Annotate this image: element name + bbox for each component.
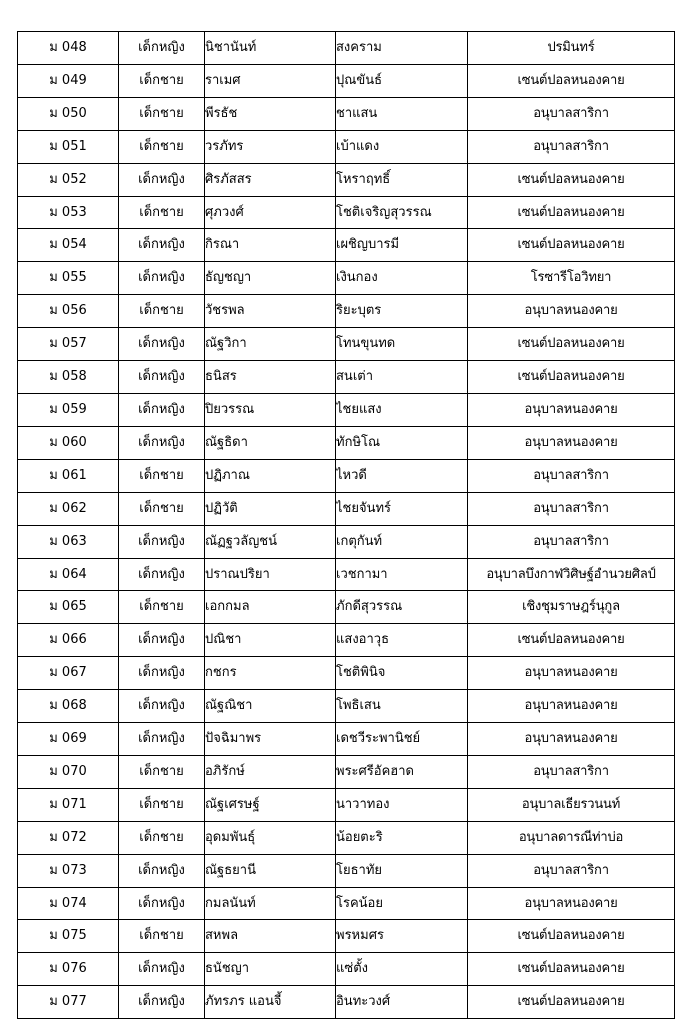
- student-code-cell: ม 054: [18, 229, 119, 262]
- last-name-cell: ริยะบุตร: [336, 295, 468, 328]
- student-code-cell: ม 055: [18, 262, 119, 295]
- last-name-cell: โชติเจริญสุวรรณ: [336, 196, 468, 229]
- first-name-cell: ณัฐณิชา: [205, 690, 336, 723]
- table-row: [18, 130, 675, 163]
- school-name-cell: อนุบาลหนองคาย: [468, 723, 675, 756]
- gender-title-cell: เด็กหญิง: [119, 525, 205, 558]
- first-name-cell: ธนิสร: [205, 361, 336, 394]
- student-code-cell: ม 058: [18, 361, 119, 394]
- school-name-cell: อนุบาลสาริกา: [468, 755, 675, 788]
- first-name-cell: พีรธัช: [205, 97, 336, 130]
- first-name-cell: วรภัทร: [205, 130, 336, 163]
- gender-title-cell: เด็กหญิง: [119, 163, 205, 196]
- last-name-cell: สนเต่า: [336, 361, 468, 394]
- first-name-cell: ณัฏฐวลัญชน์: [205, 525, 336, 558]
- student-code-cell: ม 064: [18, 558, 119, 591]
- table-row: [18, 32, 675, 65]
- first-name-cell: อุดมพันธุ์: [205, 821, 336, 854]
- roster-table: [17, 31, 675, 1019]
- first-name-cell: กมลนันท์: [205, 887, 336, 920]
- last-name-cell: ปุณขันธ์: [336, 64, 468, 97]
- last-name-cell: เวชกามา: [336, 558, 468, 591]
- school-name-cell: ปรมินทร์: [468, 32, 675, 65]
- first-name-cell: เอกกมล: [205, 591, 336, 624]
- last-name-cell: ชาแสน: [336, 97, 468, 130]
- first-name-cell: กชกร: [205, 657, 336, 690]
- first-name-cell: ปราณปริยา: [205, 558, 336, 591]
- first-name-cell: ปฏิวัติ: [205, 492, 336, 525]
- table-row: [18, 920, 675, 953]
- student-code-cell: ม 065: [18, 591, 119, 624]
- school-name-cell: อนุบาลหนองคาย: [468, 426, 675, 459]
- school-name-cell: อนุบาลหนองคาย: [468, 393, 675, 426]
- table-row: [18, 163, 675, 196]
- student-code-cell: ม 060: [18, 426, 119, 459]
- table-row: [18, 459, 675, 492]
- table-row: [18, 591, 675, 624]
- last-name-cell: น้อยตะริ: [336, 821, 468, 854]
- last-name-cell: โพธิเสน: [336, 690, 468, 723]
- first-name-cell: ณัฐวิกา: [205, 328, 336, 361]
- table-row: [18, 262, 675, 295]
- gender-title-cell: เด็กหญิง: [119, 723, 205, 756]
- table-row: [18, 723, 675, 756]
- table-row: [18, 426, 675, 459]
- gender-title-cell: เด็กชาย: [119, 821, 205, 854]
- student-code-cell: ม 072: [18, 821, 119, 854]
- table-row: [18, 558, 675, 591]
- first-name-cell: ราเมศ: [205, 64, 336, 97]
- first-name-cell: กิรณา: [205, 229, 336, 262]
- student-code-cell: ม 056: [18, 295, 119, 328]
- first-name-cell: ภัทรภร แอนจี้: [205, 986, 336, 1019]
- student-code-cell: ม 062: [18, 492, 119, 525]
- gender-title-cell: เด็กหญิง: [119, 953, 205, 986]
- school-name-cell: อนุบาลสาริกา: [468, 97, 675, 130]
- last-name-cell: เกตุกันท์: [336, 525, 468, 558]
- last-name-cell: ไชยจันทร์: [336, 492, 468, 525]
- table-row: [18, 624, 675, 657]
- school-name-cell: เซนต์ปอลหนองคาย: [468, 361, 675, 394]
- first-name-cell: ธัญชญา: [205, 262, 336, 295]
- student-code-cell: ม 068: [18, 690, 119, 723]
- school-name-cell: เซนต์ปอลหนองคาย: [468, 953, 675, 986]
- first-name-cell: ปฏิภาณ: [205, 459, 336, 492]
- roster-page: [17, 31, 674, 1019]
- table-row: [18, 755, 675, 788]
- gender-title-cell: เด็กหญิง: [119, 854, 205, 887]
- first-name-cell: ปณิชา: [205, 624, 336, 657]
- last-name-cell: นาวาทอง: [336, 788, 468, 821]
- student-code-cell: ม 071: [18, 788, 119, 821]
- table-row: [18, 854, 675, 887]
- table-row: [18, 887, 675, 920]
- table-row: [18, 97, 675, 130]
- gender-title-cell: เด็กหญิง: [119, 262, 205, 295]
- school-name-cell: เซนต์ปอลหนองคาย: [468, 624, 675, 657]
- school-name-cell: เซนต์ปอลหนองคาย: [468, 229, 675, 262]
- first-name-cell: อภิรักษ์: [205, 755, 336, 788]
- student-code-cell: ม 066: [18, 624, 119, 657]
- gender-title-cell: เด็กหญิง: [119, 361, 205, 394]
- table-row: [18, 295, 675, 328]
- table-row: [18, 229, 675, 262]
- table-row: [18, 986, 675, 1019]
- table-row: [18, 393, 675, 426]
- gender-title-cell: เด็กหญิง: [119, 986, 205, 1019]
- gender-title-cell: เด็กชาย: [119, 97, 205, 130]
- school-name-cell: เซนต์ปอลหนองคาย: [468, 163, 675, 196]
- student-code-cell: ม 059: [18, 393, 119, 426]
- student-code-cell: ม 063: [18, 525, 119, 558]
- last-name-cell: เดชวีระพานิชย์: [336, 723, 468, 756]
- school-name-cell: อนุบาลบึงกาฬวิศิษฐ์อำนวยศิลป์: [468, 558, 675, 591]
- school-name-cell: เชิงชุมราษฎร์นุกูล: [468, 591, 675, 624]
- table-row: [18, 361, 675, 394]
- last-name-cell: โยธาทัย: [336, 854, 468, 887]
- first-name-cell: ศิรภัสสร: [205, 163, 336, 196]
- gender-title-cell: เด็กชาย: [119, 64, 205, 97]
- first-name-cell: ณัฐเศรษฐ์: [205, 788, 336, 821]
- last-name-cell: โรคน้อย: [336, 887, 468, 920]
- last-name-cell: เงินกอง: [336, 262, 468, 295]
- table-row: [18, 64, 675, 97]
- roster-table-body: [18, 32, 675, 1019]
- first-name-cell: ศุภวงศ์: [205, 196, 336, 229]
- first-name-cell: ณัฐธิดา: [205, 426, 336, 459]
- gender-title-cell: เด็กชาย: [119, 492, 205, 525]
- table-row: [18, 492, 675, 525]
- school-name-cell: อนุบาลสาริกา: [468, 130, 675, 163]
- last-name-cell: โหราฤทธิ์: [336, 163, 468, 196]
- first-name-cell: นิชานันท์: [205, 32, 336, 65]
- student-code-cell: ม 069: [18, 723, 119, 756]
- first-name-cell: ณัฐธยานี: [205, 854, 336, 887]
- student-code-cell: ม 077: [18, 986, 119, 1019]
- school-name-cell: อนุบาลหนองคาย: [468, 295, 675, 328]
- gender-title-cell: เด็กชาย: [119, 755, 205, 788]
- student-code-cell: ม 053: [18, 196, 119, 229]
- table-row: [18, 525, 675, 558]
- student-code-cell: ม 061: [18, 459, 119, 492]
- gender-title-cell: เด็กชาย: [119, 920, 205, 953]
- school-name-cell: อนุบาลสาริกา: [468, 492, 675, 525]
- school-name-cell: เซนต์ปอลหนองคาย: [468, 986, 675, 1019]
- student-code-cell: ม 049: [18, 64, 119, 97]
- school-name-cell: อนุบาลหนองคาย: [468, 690, 675, 723]
- gender-title-cell: เด็กหญิง: [119, 887, 205, 920]
- last-name-cell: เบ้าแดง: [336, 130, 468, 163]
- gender-title-cell: เด็กชาย: [119, 130, 205, 163]
- last-name-cell: ทักษิโณ: [336, 426, 468, 459]
- first-name-cell: ปัจฉิมาพร: [205, 723, 336, 756]
- last-name-cell: ภักดีสุวรรณ: [336, 591, 468, 624]
- gender-title-cell: เด็กหญิง: [119, 32, 205, 65]
- gender-title-cell: เด็กหญิง: [119, 624, 205, 657]
- first-name-cell: ธนัชญา: [205, 953, 336, 986]
- school-name-cell: เซนต์ปอลหนองคาย: [468, 64, 675, 97]
- table-row: [18, 788, 675, 821]
- first-name-cell: วัชรพล: [205, 295, 336, 328]
- last-name-cell: พรหมศร: [336, 920, 468, 953]
- school-name-cell: อนุบาลสาริกา: [468, 525, 675, 558]
- student-code-cell: ม 074: [18, 887, 119, 920]
- table-row: [18, 953, 675, 986]
- table-row: [18, 657, 675, 690]
- gender-title-cell: เด็กหญิง: [119, 393, 205, 426]
- student-code-cell: ม 070: [18, 755, 119, 788]
- first-name-cell: สหพล: [205, 920, 336, 953]
- gender-title-cell: เด็กหญิง: [119, 657, 205, 690]
- last-name-cell: เผชิญบารมี: [336, 229, 468, 262]
- first-name-cell: ปิยวรรณ: [205, 393, 336, 426]
- school-name-cell: อนุบาลสาริกา: [468, 854, 675, 887]
- gender-title-cell: เด็กหญิง: [119, 229, 205, 262]
- school-name-cell: เซนต์ปอลหนองคาย: [468, 920, 675, 953]
- table-row: [18, 196, 675, 229]
- gender-title-cell: เด็กหญิง: [119, 558, 205, 591]
- last-name-cell: ไหวดี: [336, 459, 468, 492]
- last-name-cell: อินทะวงศ์: [336, 986, 468, 1019]
- school-name-cell: เซนต์ปอลหนองคาย: [468, 196, 675, 229]
- last-name-cell: โชติพินิจ: [336, 657, 468, 690]
- student-code-cell: ม 073: [18, 854, 119, 887]
- table-row: [18, 690, 675, 723]
- student-code-cell: ม 048: [18, 32, 119, 65]
- school-name-cell: อนุบาลดารณีท่าบ่อ: [468, 821, 675, 854]
- last-name-cell: สงคราม: [336, 32, 468, 65]
- student-code-cell: ม 052: [18, 163, 119, 196]
- school-name-cell: อนุบาลเธียรวนนท์: [468, 788, 675, 821]
- student-code-cell: ม 067: [18, 657, 119, 690]
- school-name-cell: เซนต์ปอลหนองคาย: [468, 328, 675, 361]
- last-name-cell: แซ่ตั้ง: [336, 953, 468, 986]
- gender-title-cell: เด็กหญิง: [119, 426, 205, 459]
- table-row: [18, 821, 675, 854]
- school-name-cell: อนุบาลสาริกา: [468, 459, 675, 492]
- gender-title-cell: เด็กหญิง: [119, 328, 205, 361]
- last-name-cell: พระศรีอัคฮาด: [336, 755, 468, 788]
- gender-title-cell: เด็กชาย: [119, 295, 205, 328]
- gender-title-cell: เด็กชาย: [119, 591, 205, 624]
- gender-title-cell: เด็กชาย: [119, 459, 205, 492]
- school-name-cell: โรซารีโอวิทยา: [468, 262, 675, 295]
- gender-title-cell: เด็กหญิง: [119, 690, 205, 723]
- student-code-cell: ม 075: [18, 920, 119, 953]
- student-code-cell: ม 051: [18, 130, 119, 163]
- table-row: [18, 328, 675, 361]
- student-code-cell: ม 050: [18, 97, 119, 130]
- last-name-cell: โทนขุนทด: [336, 328, 468, 361]
- last-name-cell: ไชยแสง: [336, 393, 468, 426]
- gender-title-cell: เด็กชาย: [119, 788, 205, 821]
- gender-title-cell: เด็กชาย: [119, 196, 205, 229]
- student-code-cell: ม 057: [18, 328, 119, 361]
- student-code-cell: ม 076: [18, 953, 119, 986]
- school-name-cell: อนุบาลหนองคาย: [468, 887, 675, 920]
- school-name-cell: อนุบาลหนองคาย: [468, 657, 675, 690]
- last-name-cell: แสงอาวุธ: [336, 624, 468, 657]
